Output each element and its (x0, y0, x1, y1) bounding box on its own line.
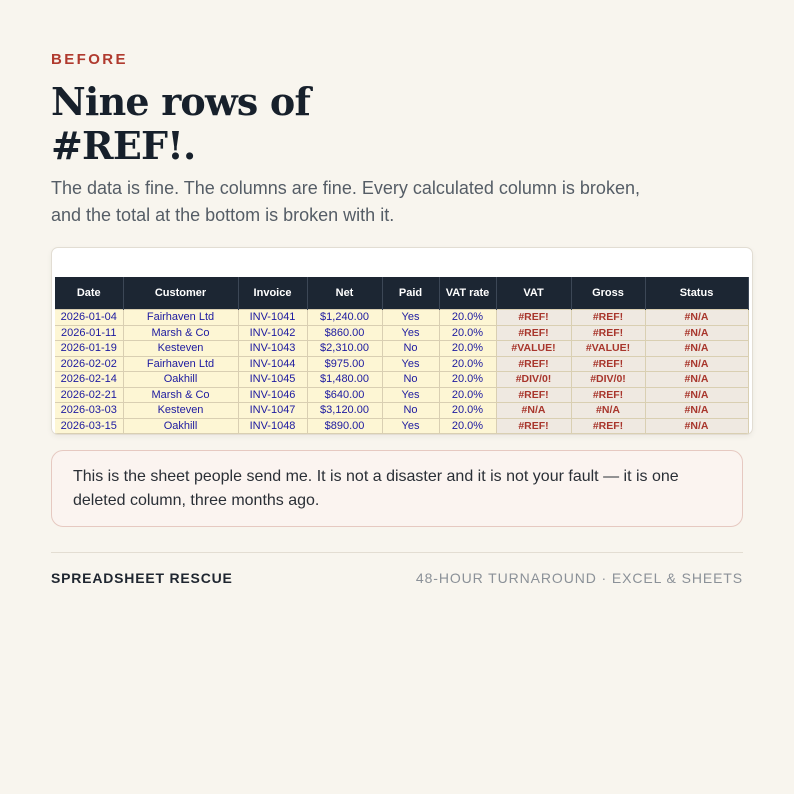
headline-line-1: Nine rows of (51, 79, 310, 124)
data-cell[interactable]: INV-1042 (238, 325, 307, 341)
column-header[interactable]: Net (307, 277, 382, 310)
data-cell[interactable]: 20.0% (439, 310, 496, 326)
data-cell[interactable]: No (382, 372, 439, 388)
error-cell[interactable]: #N/A (645, 341, 748, 357)
column-header[interactable]: Customer (123, 277, 238, 310)
data-cell[interactable]: $640.00 (307, 387, 382, 403)
data-cell[interactable]: 2026-01-19 (55, 341, 123, 357)
data-cell[interactable]: INV-1041 (238, 310, 307, 326)
data-cell[interactable]: $3,120.00 (307, 403, 382, 419)
spreadsheet-card (51, 247, 753, 435)
subtext: The data is fine. The columns are fine. Every calculated column is broken, and the total at the bottom is broken with it. (51, 178, 640, 225)
data-cell[interactable]: Kesteven (123, 403, 238, 419)
data-cell[interactable]: INV-1044 (238, 356, 307, 372)
tagline: 48-HOUR TURNAROUND · EXCEL & SHEETS (415, 570, 743, 586)
error-cell[interactable]: #N/A (645, 356, 748, 372)
data-cell[interactable]: 20.0% (439, 372, 496, 388)
data-cell[interactable]: Kesteven (123, 341, 238, 357)
data-cell[interactable]: INV-1048 (238, 418, 307, 434)
error-cell[interactable]: #N/A (645, 418, 748, 434)
data-cell[interactable]: 20.0% (439, 403, 496, 419)
data-cell[interactable]: 2026-03-15 (55, 418, 123, 434)
header-row (55, 277, 748, 310)
error-cell[interactable]: #N/A (645, 403, 748, 419)
error-cell[interactable]: #REF! (571, 325, 645, 341)
data-cell[interactable]: $890.00 (307, 418, 382, 434)
note-card (51, 450, 743, 527)
error-cell[interactable]: #REF! (571, 387, 645, 403)
data-cell[interactable]: 2026-02-21 (55, 387, 123, 403)
data-cell[interactable]: 20.0% (439, 341, 496, 357)
column-header[interactable]: Invoice (238, 277, 307, 310)
table-row (55, 418, 748, 434)
column-header[interactable]: Gross (571, 277, 645, 310)
data-cell[interactable]: INV-1047 (238, 403, 307, 419)
data-cell[interactable]: Fairhaven Ltd (123, 356, 238, 372)
data-cell[interactable]: 2026-02-14 (55, 372, 123, 388)
data-cell[interactable]: Marsh & Co (123, 325, 238, 341)
error-cell[interactable]: #N/A (645, 310, 748, 326)
error-cell[interactable]: #VALUE! (496, 341, 571, 357)
brand-name: SPREADSHEET RESCUE (51, 570, 233, 586)
error-cell[interactable]: #REF! (496, 310, 571, 326)
error-cell[interactable]: #DIV/0! (571, 372, 645, 388)
data-cell[interactable]: $1,240.00 (307, 310, 382, 326)
data-cell[interactable]: 20.0% (439, 325, 496, 341)
error-cell[interactable]: #REF! (571, 418, 645, 434)
data-cell[interactable]: $975.00 (307, 356, 382, 372)
data-cell[interactable]: $2,310.00 (307, 341, 382, 357)
table-row (55, 387, 748, 403)
error-cell[interactable]: #VALUE! (571, 341, 645, 357)
table-row (55, 310, 748, 326)
data-cell[interactable]: Yes (382, 325, 439, 341)
data-cell[interactable]: INV-1046 (238, 387, 307, 403)
data-cell[interactable]: 20.0% (439, 356, 496, 372)
data-cell[interactable]: $1,480.00 (307, 372, 382, 388)
column-header[interactable]: VAT (496, 277, 571, 310)
error-cell[interactable]: #REF! (496, 387, 571, 403)
note-text: This is the sheet people send me. It is not a disaster and it is not your fault — it is one deleted column, three months ago. (73, 468, 679, 509)
error-cell[interactable]: #N/A (496, 403, 571, 419)
table-row (55, 356, 748, 372)
column-header[interactable]: Date (55, 277, 123, 310)
data-cell[interactable]: Marsh & Co (123, 387, 238, 403)
error-cell[interactable]: #REF! (496, 356, 571, 372)
table-row (55, 325, 748, 341)
column-header[interactable]: VAT rate (439, 277, 496, 310)
data-cell[interactable]: Fairhaven Ltd (123, 310, 238, 326)
error-cell[interactable]: #N/A (645, 325, 748, 341)
eyebrow-label: BEFORE (51, 51, 128, 68)
headline (51, 80, 471, 168)
table-row (55, 372, 748, 388)
table-row (55, 403, 748, 419)
error-cell[interactable]: #N/A (645, 387, 748, 403)
data-cell[interactable]: Yes (382, 387, 439, 403)
data-cell[interactable]: Yes (382, 310, 439, 326)
error-cell[interactable]: #REF! (571, 356, 645, 372)
error-cell[interactable]: #N/A (571, 403, 645, 419)
error-cell[interactable]: #REF! (571, 310, 645, 326)
data-cell[interactable]: 2026-02-02 (55, 356, 123, 372)
spreadsheet-table (55, 277, 749, 434)
table-row (55, 341, 748, 357)
table-body (55, 310, 748, 434)
error-cell[interactable]: #N/A (645, 372, 748, 388)
error-cell[interactable]: #DIV/0! (496, 372, 571, 388)
data-cell[interactable]: 2026-01-11 (55, 325, 123, 341)
footer-divider (51, 552, 743, 553)
data-cell[interactable]: 20.0% (439, 418, 496, 434)
data-cell[interactable]: Oakhill (123, 372, 238, 388)
data-cell[interactable]: Yes (382, 418, 439, 434)
data-cell[interactable]: 2026-03-03 (55, 403, 123, 419)
data-cell[interactable]: $860.00 (307, 325, 382, 341)
data-cell[interactable]: No (382, 341, 439, 357)
data-cell[interactable]: Yes (382, 356, 439, 372)
data-cell[interactable]: 2026-01-04 (55, 310, 123, 326)
data-cell[interactable]: No (382, 403, 439, 419)
data-cell[interactable]: Oakhill (123, 418, 238, 434)
error-cell[interactable]: #REF! (496, 418, 571, 434)
column-header[interactable]: Status (645, 277, 748, 310)
data-cell[interactable]: INV-1045 (238, 372, 307, 388)
data-cell[interactable]: INV-1043 (238, 341, 307, 357)
data-cell[interactable]: 20.0% (439, 387, 496, 403)
error-cell[interactable]: #REF! (496, 325, 571, 341)
headline-line-2: #REF!. (51, 123, 196, 168)
column-header[interactable]: Paid (382, 277, 439, 310)
